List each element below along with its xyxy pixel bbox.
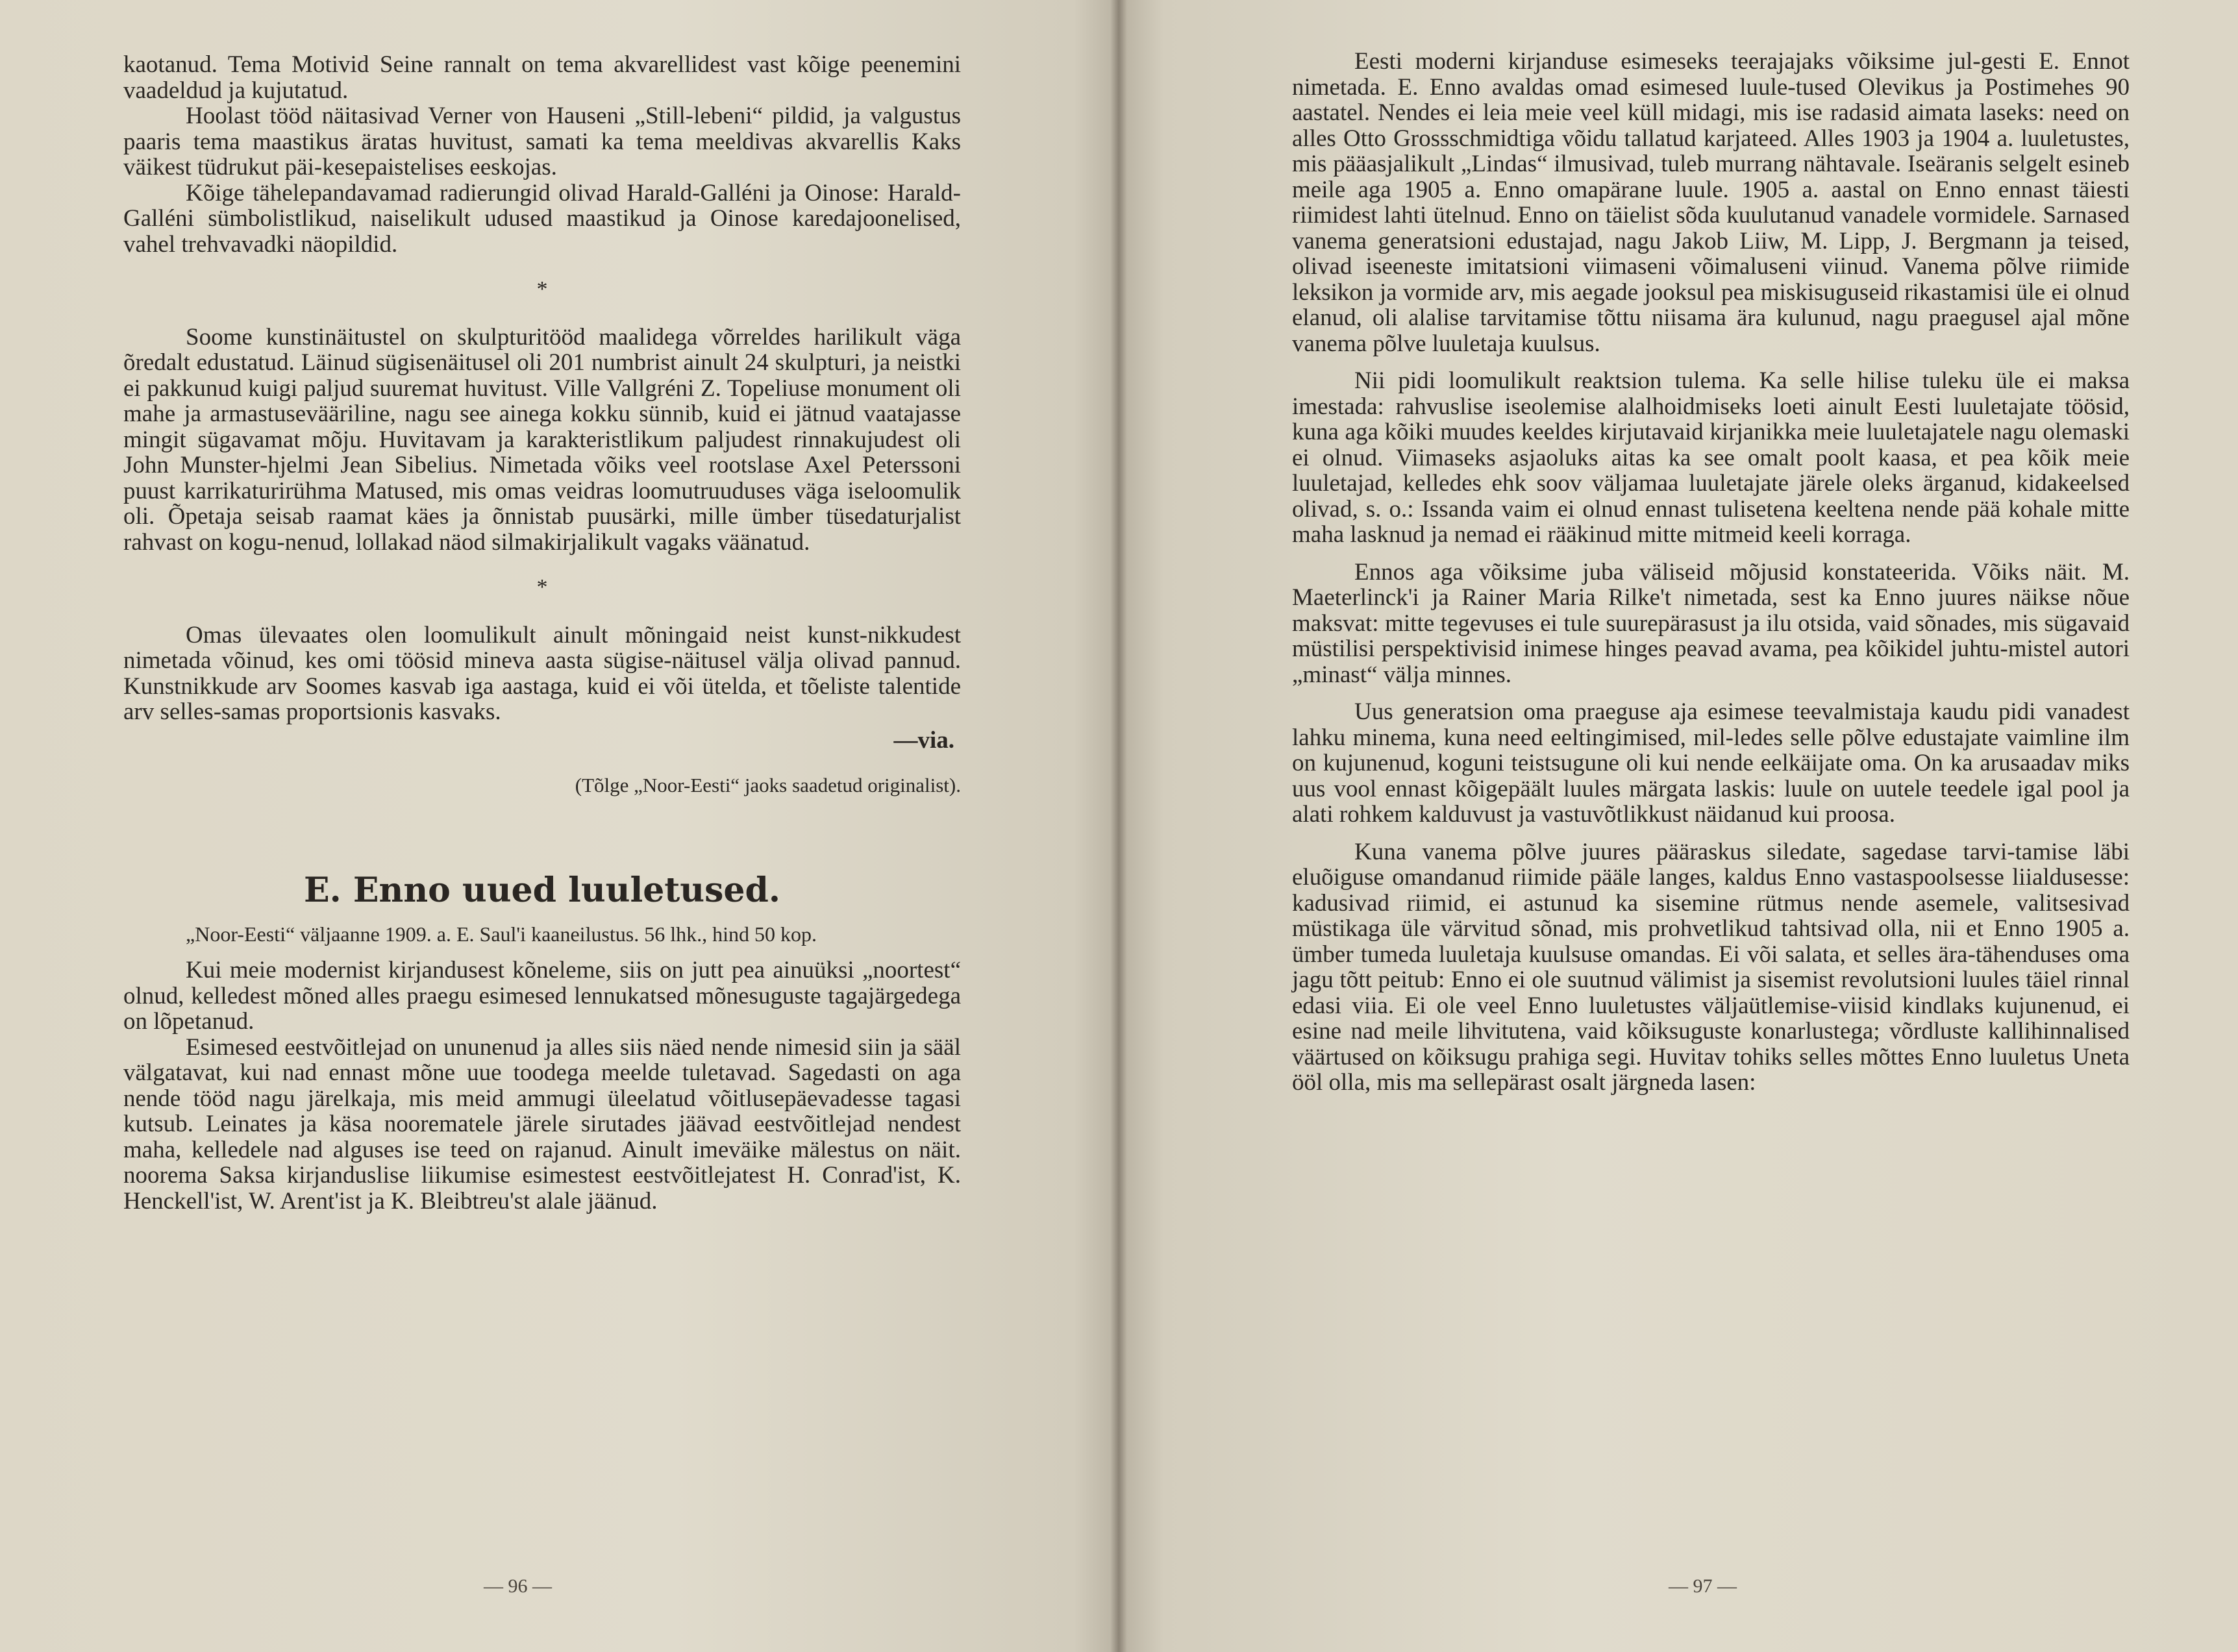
book-gutter	[1110, 0, 1127, 1652]
author-signature: —via.	[893, 726, 954, 754]
paragraph: Hoolast tööd näitasivad Verner von Hauseni „Still-lebeni“ pildid, ja valgustus paaris tema maastikus äratas huvitust, samati ka tema meeldivas akvarellis Kaks väikest tüdrukut päi-kesepaistelises eeskojas.	[123, 103, 961, 180]
right-page-text	[1292, 49, 2130, 1096]
paragraph: Kui meie modernist kirjandusest kõneleme, siis on jutt pea ainuüksi „noortest“ olnud, kelledest mõned alles praegu esimesed lennukatsed mõnesuguste tagajärgedega on lõpetanud.	[123, 957, 961, 1035]
section-separator: *	[536, 277, 548, 301]
paragraph: Omas ülevaates olen loomulikult ainult mõningaid neist kunst-nikkudest nimetada võinud, kes omi töösid mineva aasta sügise-näitusel välja olivad pannud. Kunstnikkude arv Soomes kasvab iga aastaga, kuid ei või ütelda, et tõeliste talentide arv selles-samas proportsionis kasvaks.	[123, 621, 961, 725]
article-heading: E. Enno uued luuletused.	[304, 870, 780, 910]
paragraph: Uus generatsion oma praeguse aja esimese teevalmistaja kaudu pidi vanadest lahku minema, kuna need eeltingimised, mil-ledes selle põlve edustajate vaimline ilm on kujunenud, koguni teistsugune oli kui nende eelkäijate oma. On ka arusaadav miks uus vool ennast kõigepäält luules märgata laskis: luule on uutele teedele igal pool ja alati rohkem kalduvust ja vastuvõtlikkust näidanud kui proosa.	[1292, 698, 2130, 828]
section-separator: *	[536, 575, 548, 599]
page-number: — 97 —	[1669, 1575, 1737, 1597]
paragraph: Kuna vanema põlve juures pääraskus siledate, sagedase tarvi-tamise läbi eluõiguse omandanud riimide pääle langes, kaldus Enno vastaspoolsesse liialdusesse: kadusivad riimid, ei astunud ka sisemine rütmus nende asemele, valitsesivad müstikaga üle värvitud sõnad, mis prohvetlikud tahtsivad olla, nii et Enno 1905 a. ümber tumeda luuletaja kuulsuse omandas. Ei või salata, et selles ära-tähenduses oma jagu tõtt peitub: Enno ei ole suutnud välimist ja sisemist revolutsioni luules täiel rinnal edasi viia. Ei ole veel Enno luuletustes väljaütlemise-viisid kindlaks kujunenud, ei esine nad meile lihvitutena, vaid kõiksuguste konarlustega; võrdluste kallihinnalised väärtused on kõiksugu prahiga segi. Huvitav tohiks selles mõttes Enno luuletus Uneta ööl olla, mis ma sellepärast osalt järgneda lasen:	[1292, 838, 2130, 1096]
paragraph: Ennos aga võiksime juba väliseid mõjusid konstateerida. Võiks näit. M. Maeterlinck'i ja Rainer Maria Rilke't nimetada, sest ka Enno juures näikse nõue maksvat: mitte tegevuses ei tule suurepärasust ja ilu otsida, vaid sõnades, mis sügavaid müstilisi perspektivisid inimese hinges peavad avama, pea kõikidel juhtu-mistel autori „minast“ välja minnes.	[1292, 558, 2130, 688]
paragraph: Kõige tähelepandavamad radierungid olivad Harald-Galléni ja Oinose: Harald-Galléni sümbolistlikud, naiselikult udused maastikud ja Oinose karedajoonelised, vahel trehvavadki näopildid.	[123, 179, 961, 258]
translation-note: (Tõlge „Noor-Eesti“ jaoks saadetud originalist).	[575, 774, 961, 796]
paragraph: Esimesed eestvõitlejad on ununenud ja alles siis näed nende nimesid siin ja sääl välgatavat, kui nad ennast mõne uue toodega meelde tuletavad. Sagedasti on aga nende tööd nagu järelkaja, mis meid ammugi üleelatud võitlusepäevadesse tagasi kutsub. Leinates ja käsa noorematele järele sirutades jäävad eestvõitlejad nendest maha, kelledele nad alguses ise teed on rajanud. Ainult imeväike mälestus on näit. noorema Saksa kirjanduslise liikumise esimestest eestvõitlejatest H. Conrad'ist, K. Henckell'ist, W. Arent'ist ja K. Bleibtreu'st alale jäänud.	[123, 1033, 961, 1214]
paragraph: Nii pidi loomulikult reaktsion tulema. Ka selle hilise tuleku üle ei maksa imestada: rahvuslise iseolemise alalhoidmiseks loeti ainult Eesti luuletajate töösid, kuna aga kõiki muudes keeldes kirjutavaid kirjanikka meie luuletajatele nagu olemaski ei olnud. Viimaseks asjaoluks aitas ka see omalt poolt kaasa, et pea kõik meie luuletajad, kelledes ehk soov väljamaa luuletajate järele oleks ärganud, kidakeelsed olivad, s. o.: Issanda vaim ei olnud ennast tulisetena keeltena nende pää kohale mitte maha lasknud ja nemad ei rääkinud mitte mitmeid keeli korraga.	[1292, 367, 2130, 548]
publication-info: „Noor-Eesti“ väljaanne 1909. a. E. Saul'i kaaneilustus. 56 lhk., hind 50 kop.	[186, 922, 817, 946]
page-number: — 96 —	[484, 1575, 552, 1597]
left-page-text	[123, 52, 961, 1214]
paragraph: Soome kunstinäitustel on skulpturitööd maalidega võrreldes harilikult väga õredalt edustatud. Läinud sügisenäitusel oli 201 numbrist ainult 24 skulpturi, ja neistki ei pakkunud kuigi paljud suuremat huvitust. Ville Vallgréni Z. Topeliuse monument oli mahe ja armastusevääriline, nagu see ainega kokku sünnib, kuid ei jätnud vaatajasse mingit sügavamat mõju. Huvitavam ja karakteristlikum paljudest rinnakujudest oli John Munster-hjelmi Jean Sibelius. Nimetada võiks veel rootslase Axel Peterssoni puust karrikaturirühma Matused, mis omas veidras loomutruuduses väga iseloomulik oli. Õpetaja seisab raamat käes ja õnnistab puusärki, mille ümber tüsedaturjalist rahvast on kogu-nenud, lollakad näod silmakirjalikult vagaks väänatud.	[123, 323, 961, 556]
paragraph: kaotanud. Tema Motivid Seine rannalt on tema akvarellidest vast kõige peenemini vaadeldud ja kujutatud.	[123, 51, 961, 104]
paragraph: Eesti moderni kirjanduse esimeseks teerajajaks võiksime jul-gesti E. Ennot nimetada. E. Enno avaldas omad esimesed luule-tused Olevikus ja Postimehes 90 aastatel. Nendes ei leia meie veel küll midagi, mis ise radasid aimata laseks: need on alles Otto Grossschmidtiga võidu tallatud karjateed. Alles 1903 ja 1904 a. luuletustes, mis pääasjalikult „Lindas“ ilmusivad, tuleb murrang nähtavale. Iseäranis selgelt esineb meile aga 1905 a. Enno omapärane luule. 1905 a. aastal on Enno ennast täiesti riimidest lahti ütelnud. Enno on täielist sõda kuulutanud vanadele vormidele. Sarnased vanema generatsioni edustajad, nagu Jakob Liiw, M. Lipp, J. Bergmann ja teised, olivad iseeneste imitatsioni viimaseni võimaluseni viinud. Vanema põlve riimide leksikon ja vormide arv, mis aegade jooksul pea miskisuguseid rikastamisi üle ei olnud elanud, oli alalise tarvitamise tõttu niisama ära kulunud, nagu praegusel ajal mõne vanema põlve luuletaja kuulsus.	[1292, 48, 2130, 357]
